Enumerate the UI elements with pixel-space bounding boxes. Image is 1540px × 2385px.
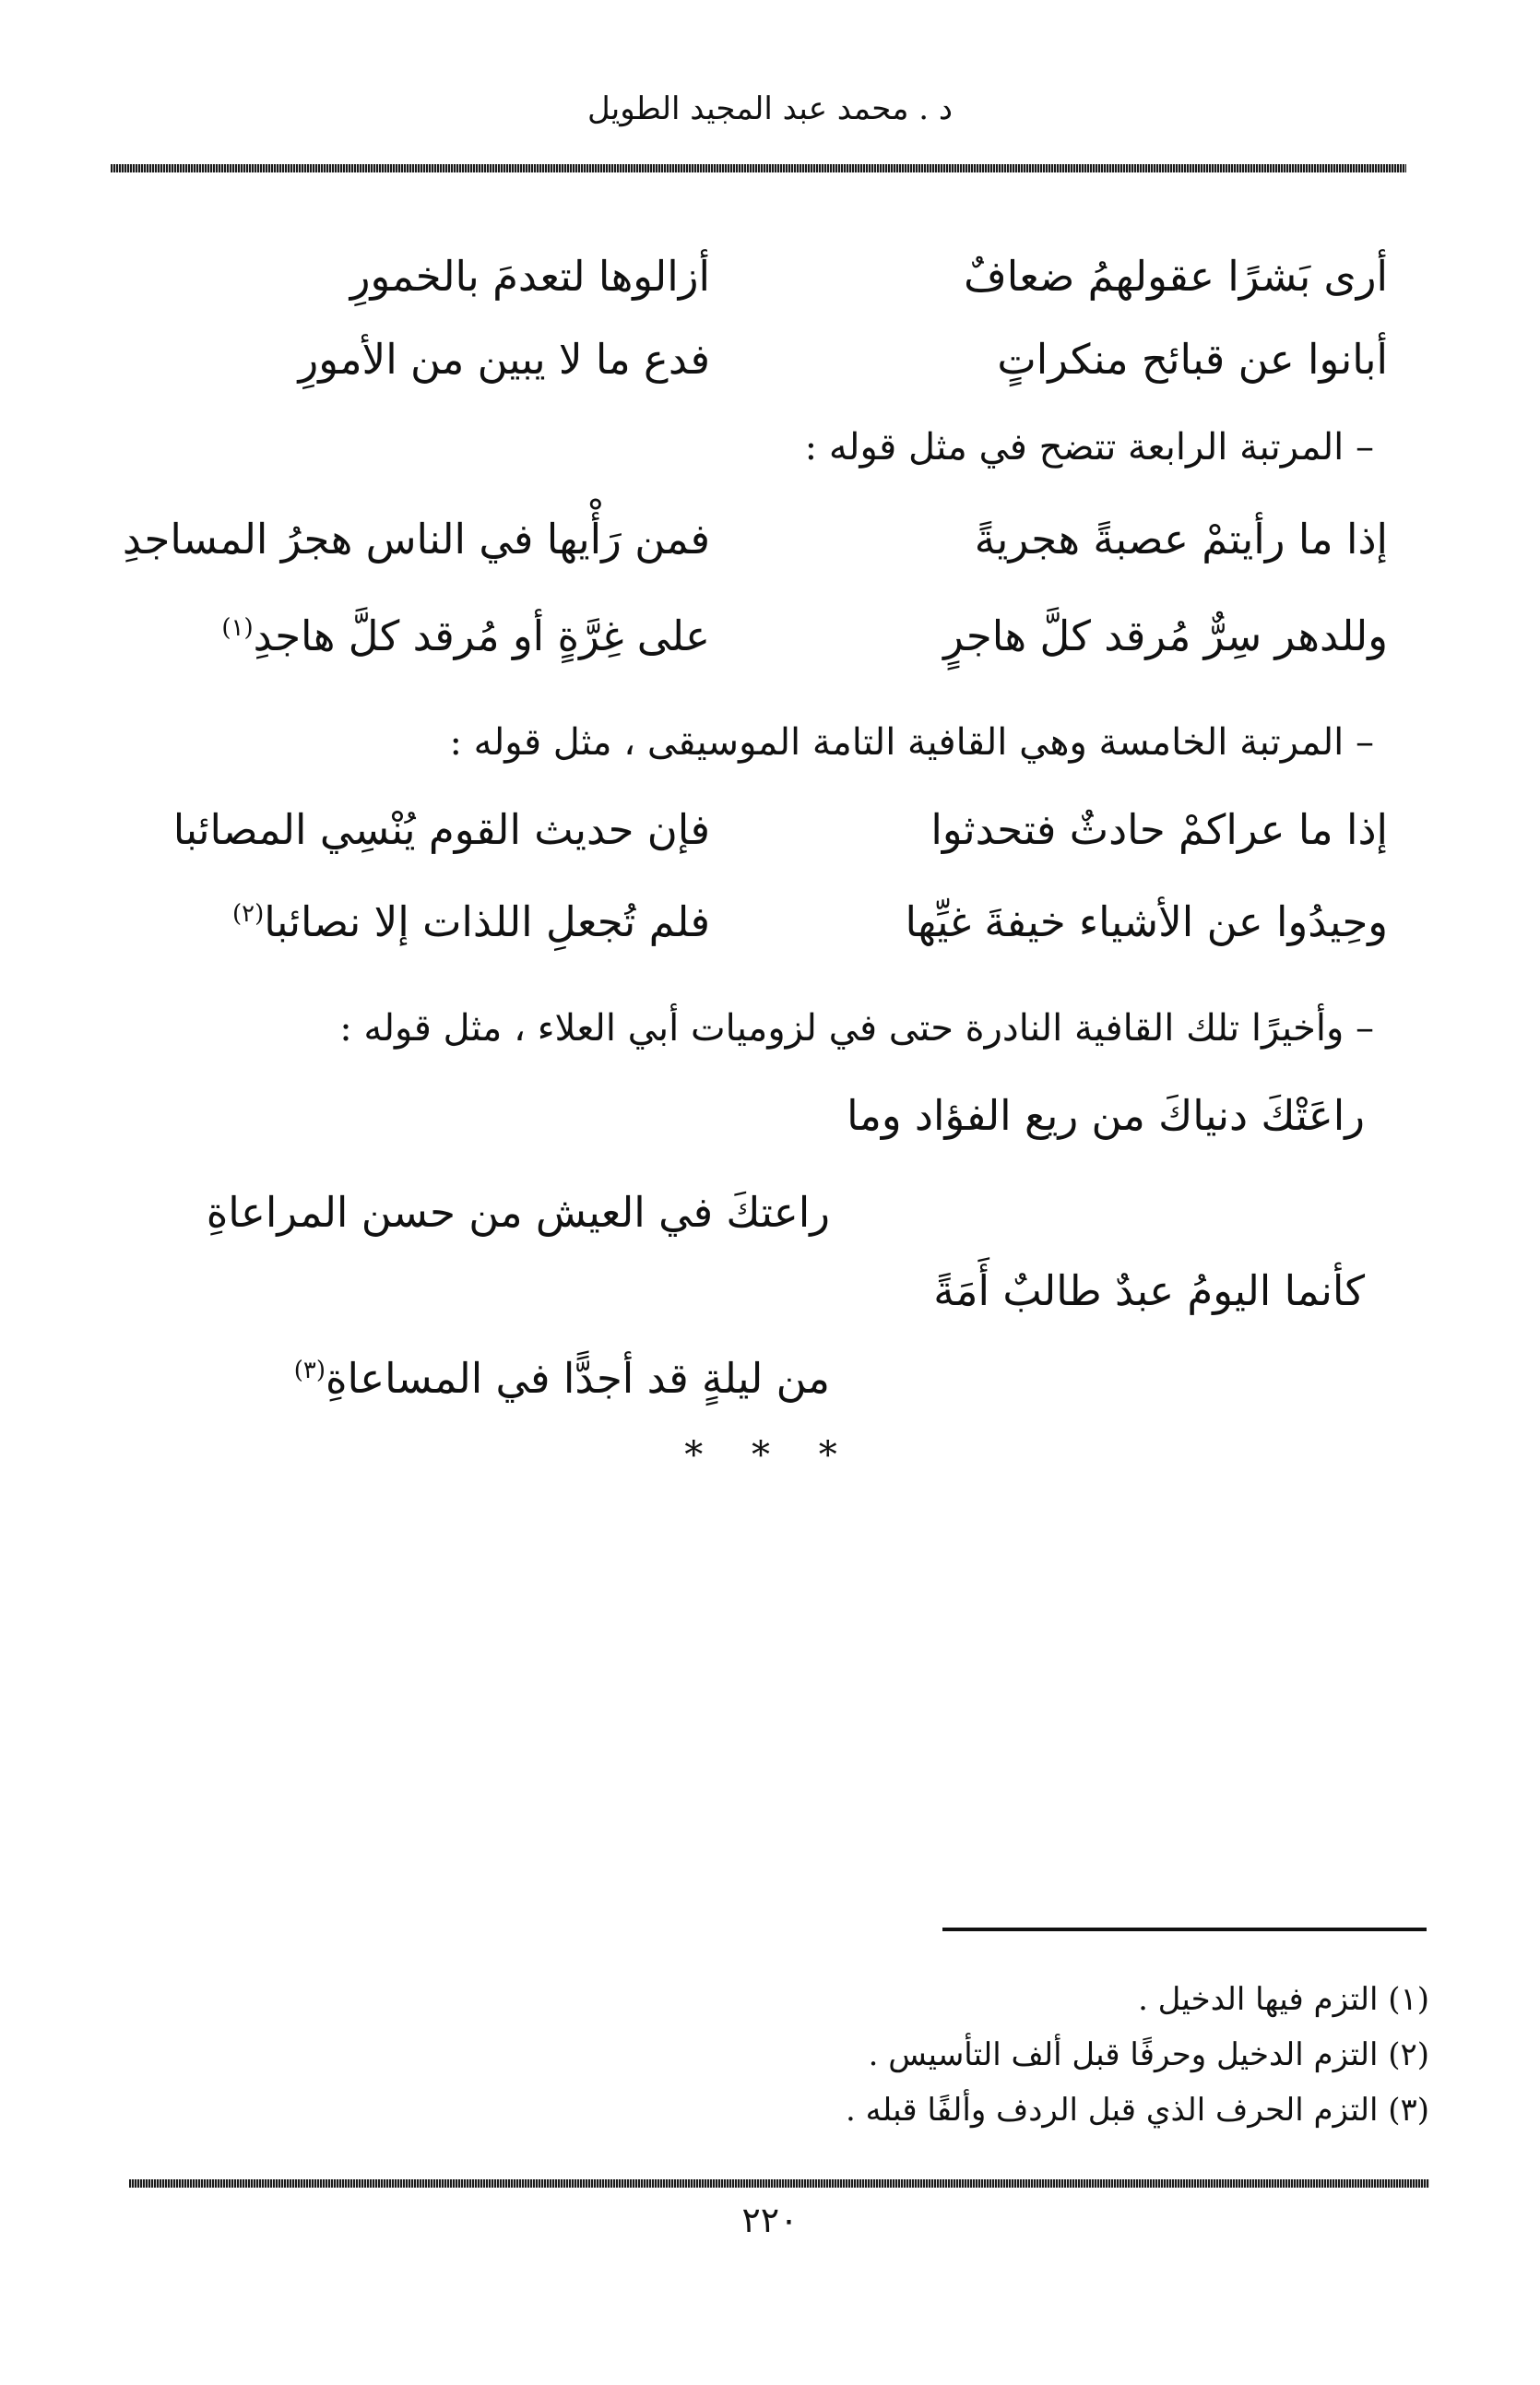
verse-first-hemistich: أبانوا عن قبائح منكراتٍ xyxy=(997,335,1388,384)
verse-first-hemistich: إذا ما عراكمْ حادثٌ فتحدثوا xyxy=(930,805,1388,854)
section-separator: * * * xyxy=(684,1434,856,1477)
verse-first-hemistich: أرى بَشرًا عقولهمُ ضعافٌ xyxy=(964,252,1388,301)
footnote-3: (٣) التزم الحرف الذي قبل الردف وألفًا قبله . xyxy=(846,2092,1429,2129)
verse-text: من ليلةٍ قد أجدًّا في المساعاةِ xyxy=(325,1354,830,1403)
verse-second-hemistich: أزالوها لتعدمَ بالخمورِ xyxy=(349,252,710,301)
verse-second-hemistich: فمن رَأْيها في الناس هجرُ المساجدِ xyxy=(122,515,710,564)
footnote-marker: (٣) xyxy=(293,1357,326,1384)
verse-row xyxy=(0,240,1540,314)
verse-second-hemistich xyxy=(221,599,710,673)
verse-second-hemistich: فدع ما لا يبين من الأمورِ xyxy=(298,335,710,384)
prose-intro-final: – وأخيرًا تلك القافية النادرة حتى في لزوميات أبي العلاء ، مثل قوله : xyxy=(339,1007,1374,1050)
footnote-rule xyxy=(942,1928,1427,1931)
verse-row xyxy=(0,503,1540,576)
stanza-line-2: راعتكَ في العيش من حسن المراعاةِ xyxy=(206,1188,830,1237)
prose-intro-rank-four: – المرتبة الرابعة تتضح في مثل قوله : xyxy=(804,426,1374,469)
verse-first-hemistich: إذا ما رأيتمْ عصبةً هجريةً xyxy=(974,515,1388,564)
stanza-line-1: راعَتْكَ دنياكَ من ريع الفؤاد وما xyxy=(847,1091,1365,1140)
verse-row xyxy=(0,793,1540,867)
verse-second-hemistich xyxy=(232,885,710,959)
verse-text: فلم تُجعلِ اللذات إلا نصائبا xyxy=(264,897,710,946)
prose-intro-rank-five: – المرتبة الخامسة وهي القافية التامة الموسيقى ، مثل قوله : xyxy=(449,721,1374,764)
stanza-line-4 xyxy=(294,1342,830,1416)
header-rule xyxy=(111,164,1406,172)
stanza-line-3: كأنما اليومُ عبدٌ طالبٌ أَمَةً xyxy=(933,1266,1365,1315)
footnote-1: (١) التزم فيها الدخيل . xyxy=(1138,1981,1429,2018)
footer-rule xyxy=(129,2179,1429,2188)
verse-row xyxy=(0,885,1540,959)
verse-first-hemistich: وحِيدُوا عن الأشياء خيفةَ غيِّها xyxy=(905,897,1388,946)
page-number: ٢٢٠ xyxy=(741,2200,799,2240)
verse-first-hemistich: وللدهر سِرٌّ مُرقد كلَّ هاجرٍ xyxy=(943,611,1388,660)
footnote-marker: (١) xyxy=(221,614,254,642)
running-head-author: د . محمد عبد المجيد الطويل xyxy=(586,90,954,127)
footnote-2: (٢) التزم الدخيل وحرفًا قبل ألف التأسيس . xyxy=(868,2036,1429,2073)
footnote-marker: (٢) xyxy=(231,900,265,928)
verse-second-hemistich: فإن حديث القوم يُنْسِي المصائبا xyxy=(172,805,710,854)
verse-row xyxy=(0,599,1540,673)
verse-text: على غِرَّةٍ أو مُرقد كلَّ هاجدِ xyxy=(253,611,710,660)
verse-row xyxy=(0,323,1540,397)
